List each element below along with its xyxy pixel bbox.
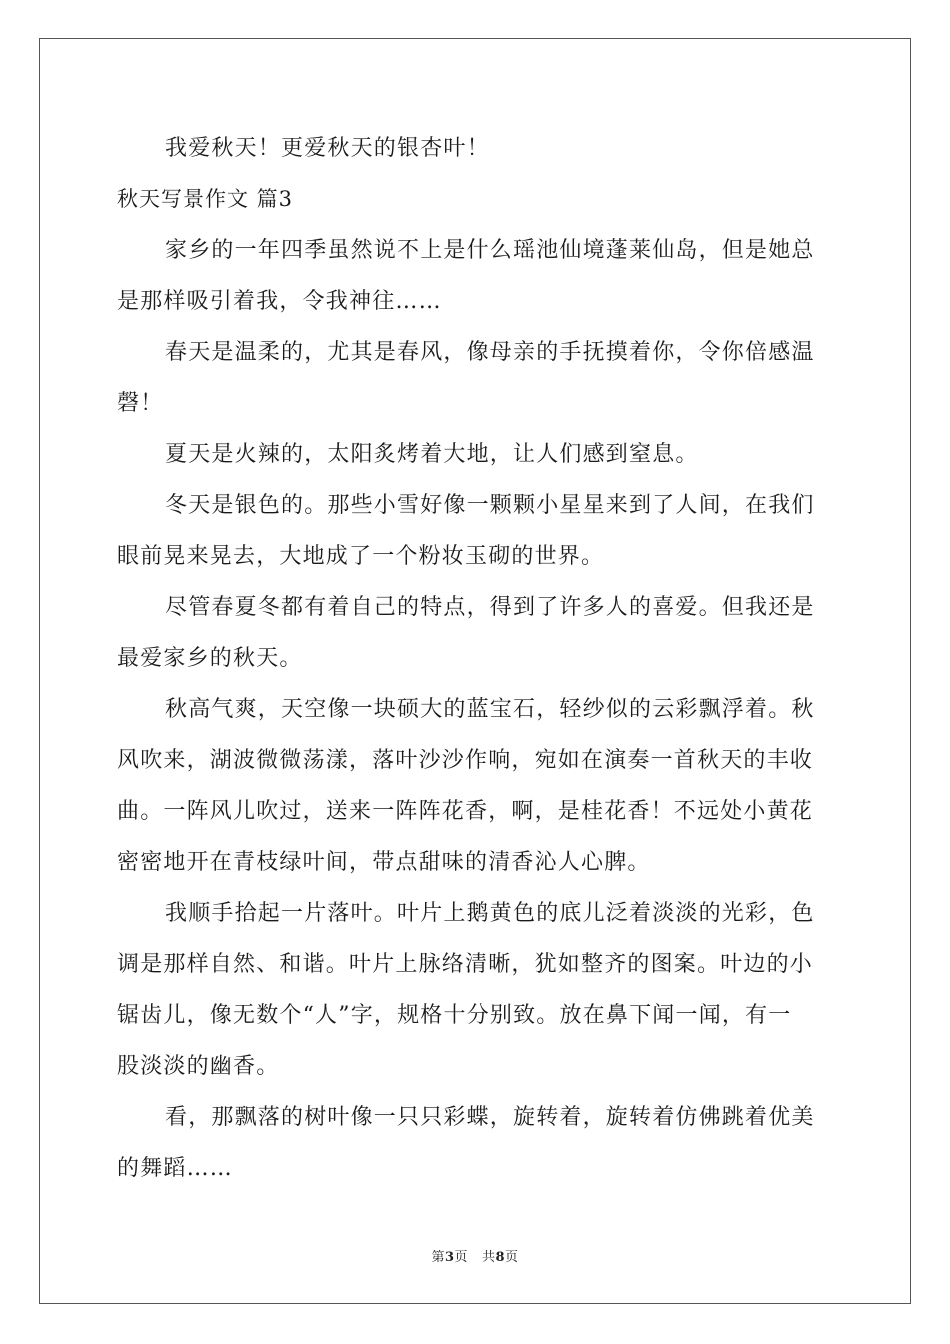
- text-line: 风吹来，湖波微微荡漾，落叶沙沙作响，宛如在演奏一首秋天的丰收: [117, 748, 814, 773]
- text-line: 的舞蹈……: [117, 1156, 234, 1181]
- total-pages: 8: [495, 1250, 506, 1265]
- text-line: 最爱家乡的秋天。: [117, 646, 303, 671]
- page-prefix: 第: [431, 1250, 445, 1265]
- section-heading: 秋天写景作文 篇3: [117, 187, 294, 211]
- page-footer: [0, 1246, 950, 1265]
- text-line: 家乡的一年四季虽然说不上是什么瑶池仙境蓬莱仙岛，但是她总: [165, 238, 815, 263]
- text-line: 秋高气爽，天空像一块硕大的蓝宝石，轻纱似的云彩飘浮着。秋: [165, 697, 815, 722]
- document-body: [117, 123, 833, 1194]
- text-line: 密密地开在青枝绿叶间，带点甜味的清香沁人心脾。: [117, 850, 651, 875]
- page-number: 3: [444, 1250, 455, 1265]
- text-line: 曲。一阵风儿吹过，送来一阵阵花香，啊，是桂花香！不远处小黄花: [117, 799, 814, 824]
- text-line: 冬天是银色的。那些小雪好像一颗颗小星星来到了人间，在我们: [165, 493, 815, 518]
- text-line: 看，那飘落的树叶像一只只彩蝶，旋转着，旋转着仿佛跳着优美: [165, 1105, 815, 1130]
- page-suffix: 页: [454, 1250, 469, 1265]
- text-line: 磬！: [117, 391, 164, 416]
- text-line: 是那样吸引着我，令我神往……: [117, 289, 442, 314]
- text-line: 调是那样自然、和谐。叶片上脉络清晰，犹如整齐的图案。叶边的小: [117, 952, 814, 977]
- total-suffix: 页: [505, 1250, 519, 1265]
- text-line: 我顺手拾起一片落叶。叶片上鹅黄色的底儿泛着淡淡的光彩，色: [165, 901, 815, 926]
- text-line: 春天是温柔的，尤其是春风，像母亲的手抚摸着你，令你倍感温: [165, 340, 815, 365]
- text-line: 眼前晃来晃去，大地成了一个粉妆玉砌的世界。: [117, 544, 605, 569]
- text-line: 尽管春夏冬都有着自己的特点，得到了许多人的喜爱。但我还是: [165, 595, 815, 620]
- text-line: 夏天是火辣的，太阳炙烤着大地，让人们感到窒息。: [165, 442, 699, 467]
- text-line: 锯齿儿，像无数个“人”字，规格十分别致。放在鼻下闻一闻，有一: [117, 1003, 792, 1028]
- text-line: 股淡淡的幽香。: [117, 1054, 280, 1079]
- total-prefix: 共: [481, 1250, 496, 1265]
- text-line: 我爱秋天！更爱秋天的银杏叶！: [165, 136, 490, 161]
